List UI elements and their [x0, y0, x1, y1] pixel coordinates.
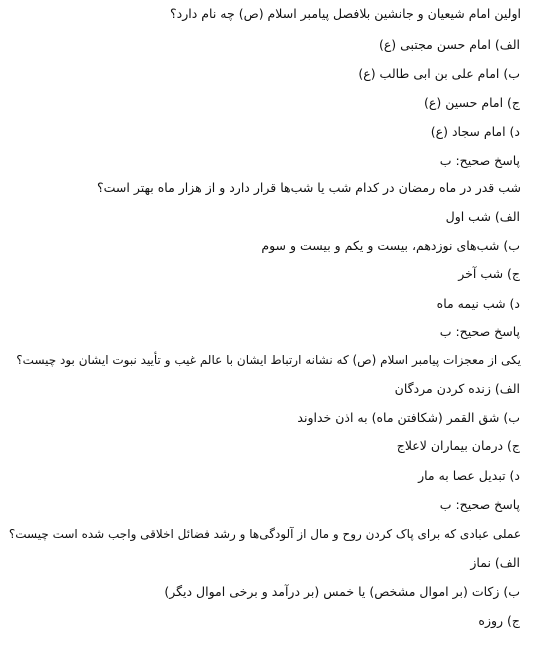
question-1-answer: پاسخ صحیح: ب: [439, 153, 520, 168]
question-3-option-d: د) تبدیل عصا به مار: [418, 468, 520, 483]
question-1-text: اولین امام شیعیان و جانشین بلافصل پیامبر اسلام (ص) چه نام دارد؟: [170, 6, 521, 21]
question-3-answer: پاسخ صحیح: ب: [439, 497, 520, 512]
question-2-option-a: الف) شب اول: [445, 209, 520, 224]
question-1-option-a: الف) امام حسن مجتبی (ع): [378, 37, 520, 52]
question-1-option-c: ج) امام حسین (ع): [424, 95, 520, 110]
question-2-answer: پاسخ صحیح: ب: [439, 324, 520, 339]
question-3-option-b: ب) شق القمر (شکافتن ماه) به اذن خداوند: [297, 410, 520, 425]
question-2-option-b: ب) شب‌های نوزدهم، بیست و یکم و بیست و سوم: [261, 238, 520, 253]
question-3-option-c: ج) درمان بیماران لاعلاج: [396, 438, 520, 453]
question-4-option-c: ج) روزه: [478, 613, 520, 628]
question-4-option-b: ب) زکات (بر اموال مشخص) یا خمس (بر درآمد و برخی اموال دیگر): [164, 584, 520, 599]
question-2-option-d: د) شب نیمه ماه: [436, 296, 520, 311]
question-1-option-b: ب) امام علی بن ابی طالب (ع): [358, 66, 520, 81]
question-2-text: شب قدر در ماه رمضان در کدام شب یا شب‌ها قرار دارد و از هزار ماه بهتر است؟: [97, 180, 521, 195]
question-4-text: عملی عبادی که برای پاک کردن روح و مال از آلودگی‌ها و رشد فضائل اخلاقی واجب شده است چیست؟: [8, 527, 521, 541]
question-2-option-c: ج) شب آخر: [458, 266, 520, 281]
question-1-option-d: د) امام سجاد (ع): [430, 124, 520, 139]
question-4-option-a: الف) نماز: [470, 555, 520, 570]
question-3-option-a: الف) زنده کردن مردگان: [394, 381, 520, 396]
question-3-text: یکی از معجزات پیامبر اسلام (ص) که نشانه ارتباط ایشان با عالم غیب و تأیید نبوت ایشان بود چیست؟: [16, 353, 521, 367]
